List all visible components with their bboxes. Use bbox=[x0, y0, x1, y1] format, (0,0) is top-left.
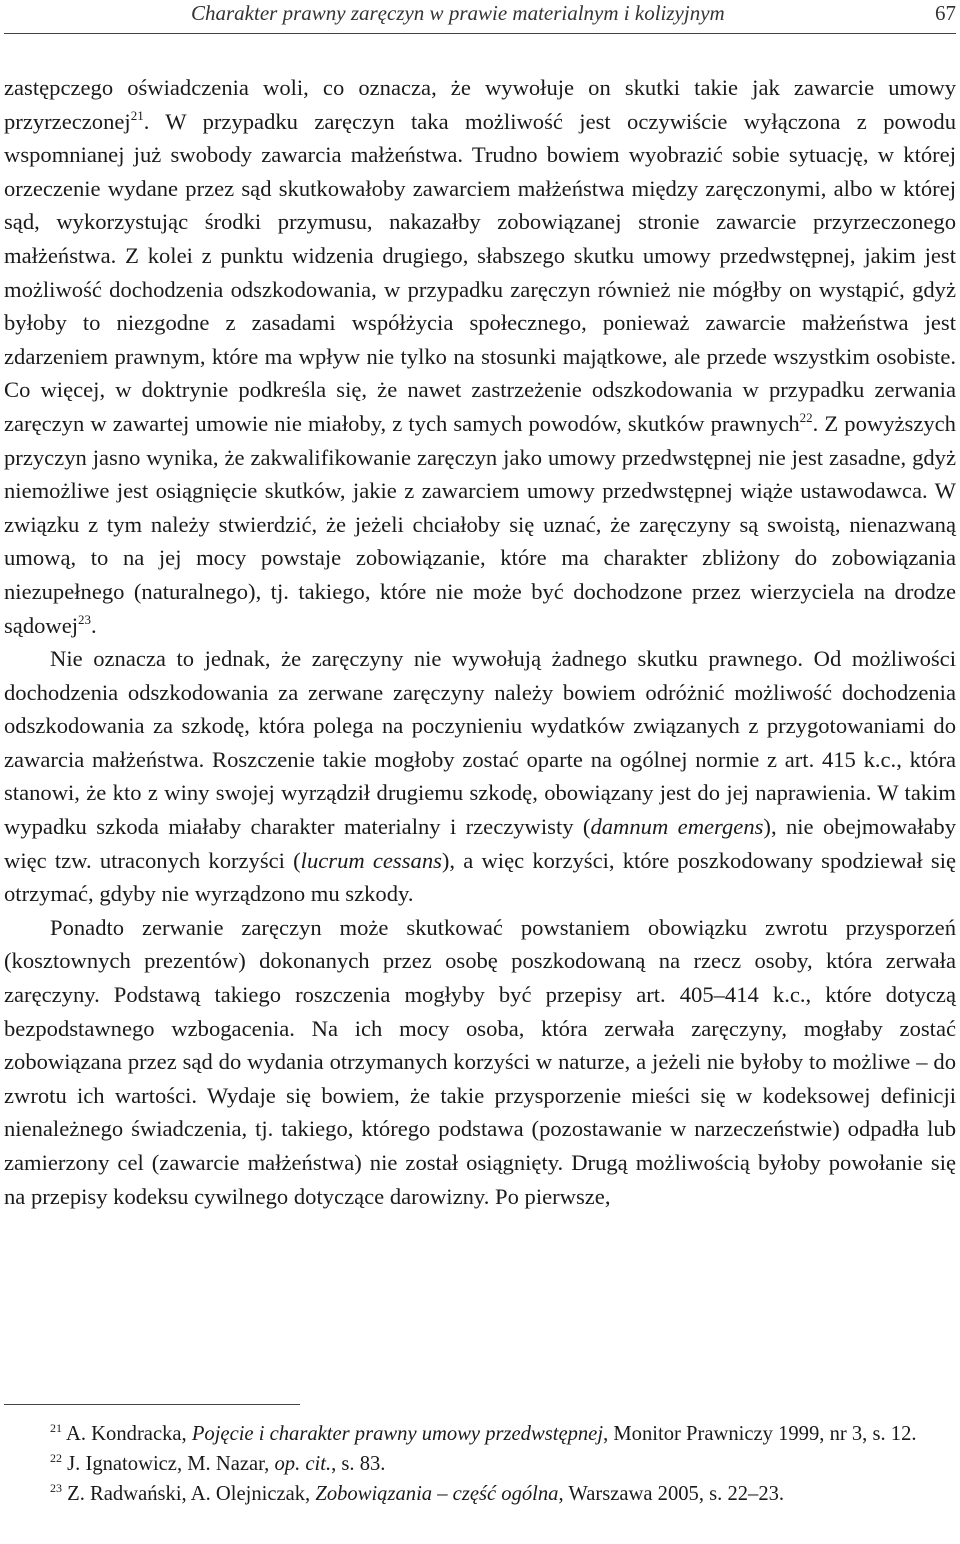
header-rule bbox=[4, 33, 956, 34]
footnote-title: Zobowiązania – część ogólna bbox=[315, 1483, 559, 1505]
latin-term-damnum-emergens: damnum emergens bbox=[590, 814, 764, 840]
paragraph-1-text-b: . W przypadku zaręczyn taka możliwość jest oczywiście wyłączona z powodu wspomnianej już swobody zawarcia małżeństwa. Trudno bowiem wyobrazić sobie sytuację, w której orzeczenie wydane przez sąd skutkowałoby zawarciem małżeństwa między zaręczonymi, albo w której sąd, wykorzystując środki przymusu, nakazałby zobowiązanej stronie zawarcie przyrzeczonego małżeństwa. Z kolei z punktu widzenia drugiego, słabszego skutku umowy przedwstępnej, jakim jest możliwość dochodzenia odszkodowania, w przypadku zaręczyn również nie mógłby on wystąpić, gdyż byłoby to niezgodne z zasadami współżycia społecznego, ponieważ zawarcie małżeństwa jest zdarzeniem prawnym, które ma wpływ nie tylko na stosunki majątkowe, ale przede wszystkim osobiste. Co więcej, w doktrynie podkreśla się, że nawet zastrzeżenie odszkodowania w przypadku zerwania zaręczyn w zawartej umowie nie miałoby, z tych samych powodów, skutków prawnych bbox=[4, 108, 956, 436]
footnote-text: A. Kondracka, bbox=[62, 1423, 192, 1445]
footnote-rule bbox=[4, 1404, 300, 1405]
paragraph-2-text-a: Nie oznacza to jednak, że zaręczyny nie wywołują żadnego skutku prawnego. Od możliwości dochodzenia odszkodowania za zerwane zaręczyny należy bowiem odróżnić możliwość dochodzenia odszkodowania za szkodę, która polega na poczynieniu wydatków związanych z przygotowaniami do zawarcia małżeństwa. Roszczenie takie mogłoby zostać oparte na ogólnej normie z art. 415 k.c., która stanowi, że kto z winy swojej wyrządził drugiemu szkodę, obowiązany jest do jej naprawienia. W takim wypadku szkoda miałaby charakter materialny i rzeczywisty ( bbox=[4, 646, 956, 840]
footnote-ref-23: 23 bbox=[78, 611, 92, 627]
footnote-number: 22 bbox=[50, 1451, 62, 1465]
footnote-ref-22: 22 bbox=[799, 409, 813, 425]
footnote-number: 23 bbox=[50, 1481, 62, 1495]
footnote-23 bbox=[4, 1479, 956, 1509]
footnote-21 bbox=[4, 1419, 956, 1449]
footnote-number: 21 bbox=[50, 1421, 62, 1435]
footnote-text: , s. 83. bbox=[331, 1453, 386, 1475]
paragraph-2-text-b: ), nie obejmowałaby więc tzw. utraconych korzyści ( bbox=[4, 814, 956, 873]
paragraph-1 bbox=[4, 71, 956, 642]
latin-term-lucrum-cessans: lucrum cessans bbox=[300, 847, 442, 873]
footnote-text: Z. Radwański, A. Olejniczak, bbox=[62, 1483, 316, 1505]
paragraph-3: Ponadto zerwanie zaręczyn może skutkować powstaniem obowiązku zwrotu przysporzeń (kosztownych prezentów) dokonanych przez osobę poszkodowaną na rzecz osoby, która zerwała zaręczyny. Podstawą takiego roszczenia mogłyby być przepisy art. 405–414 k.c., które dotyczą bezpodstawnego wzbogacenia. Na ich mocy osoba, która zerwała zaręczyny, mogłaby zostać zobowiązana przez sąd do wydania otrzymanych korzyści w naturze, a jeżeli nie byłoby to możliwe – do zwrotu ich wartości. Wydaje się bowiem, że takie przysporzenie mieści się w kodeksowej definicji nienależnego świadczenia, tj. takiego, którego podstawa (pozostawanie w narzeczeństwie) odpadła lub zamierzony cel (zawarcie małżeństwa) nie został osiągnięty. Drugą możliwością byłoby powołanie się na przepisy kodeksu cywilnego dotyczące darowizny. Po pierwsze, bbox=[4, 914, 956, 1209]
paragraph-1-text-a: zastępczego oświadczenia woli, co oznacza, że wywołuje on skutki takie jak zawarcie umowy przyrzeczonej bbox=[4, 75, 956, 134]
body-text bbox=[4, 71, 956, 1213]
footnote-text: , Monitor Prawniczy 1999, nr 3, s. 12. bbox=[603, 1423, 917, 1445]
footnotes bbox=[4, 1419, 956, 1509]
paragraph-2 bbox=[4, 642, 956, 911]
footnote-title: Pojęcie i charakter prawny umowy przedwstępnej bbox=[191, 1423, 604, 1445]
paragraph-2-text-c: ), a więc korzyści, które poszkodowany spodziewał się otrzymać, gdyby nie wyrządzono mu szkody. bbox=[4, 847, 957, 907]
footnote-ref-21: 21 bbox=[130, 107, 144, 123]
page-header bbox=[0, 0, 960, 30]
running-head: Charakter prawny zaręczyn w prawie materialnym i kolizyjnym bbox=[191, 1, 725, 25]
footnote-text: J. Ignatowicz, M. Nazar, bbox=[62, 1453, 275, 1475]
footnote-text: , Warszawa 2005, s. 22–23. bbox=[558, 1483, 785, 1505]
paragraph-1-text-d: . bbox=[91, 612, 97, 638]
footnote-title: op. cit. bbox=[274, 1453, 332, 1475]
footnote-22 bbox=[4, 1449, 956, 1479]
paragraph-1-text-c: . Z powyższych przyczyn jasno wynika, że zakwalifikowanie zaręczyn jako umowy przedwstępnej nie jest zasadne, gdyż niemożliwe jest osiągnięcie skutków, jakie z zawarciem umowy przedwstępnej wiąże ustawodawca. W związku z tym należy stwierdzić, że jeżeli chciałoby się uznać, że zaręczyny są swoistą, nienazwaną umową, to na jej mocy powstaje zobowiązanie, które ma charakter zbliżony do zobowiązania niezupełnego (naturalnego), tj. takiego, które nie może być dochodzone przez wierzyciela na drodze sądowej bbox=[4, 410, 956, 638]
page-number: 67 bbox=[935, 1, 956, 25]
